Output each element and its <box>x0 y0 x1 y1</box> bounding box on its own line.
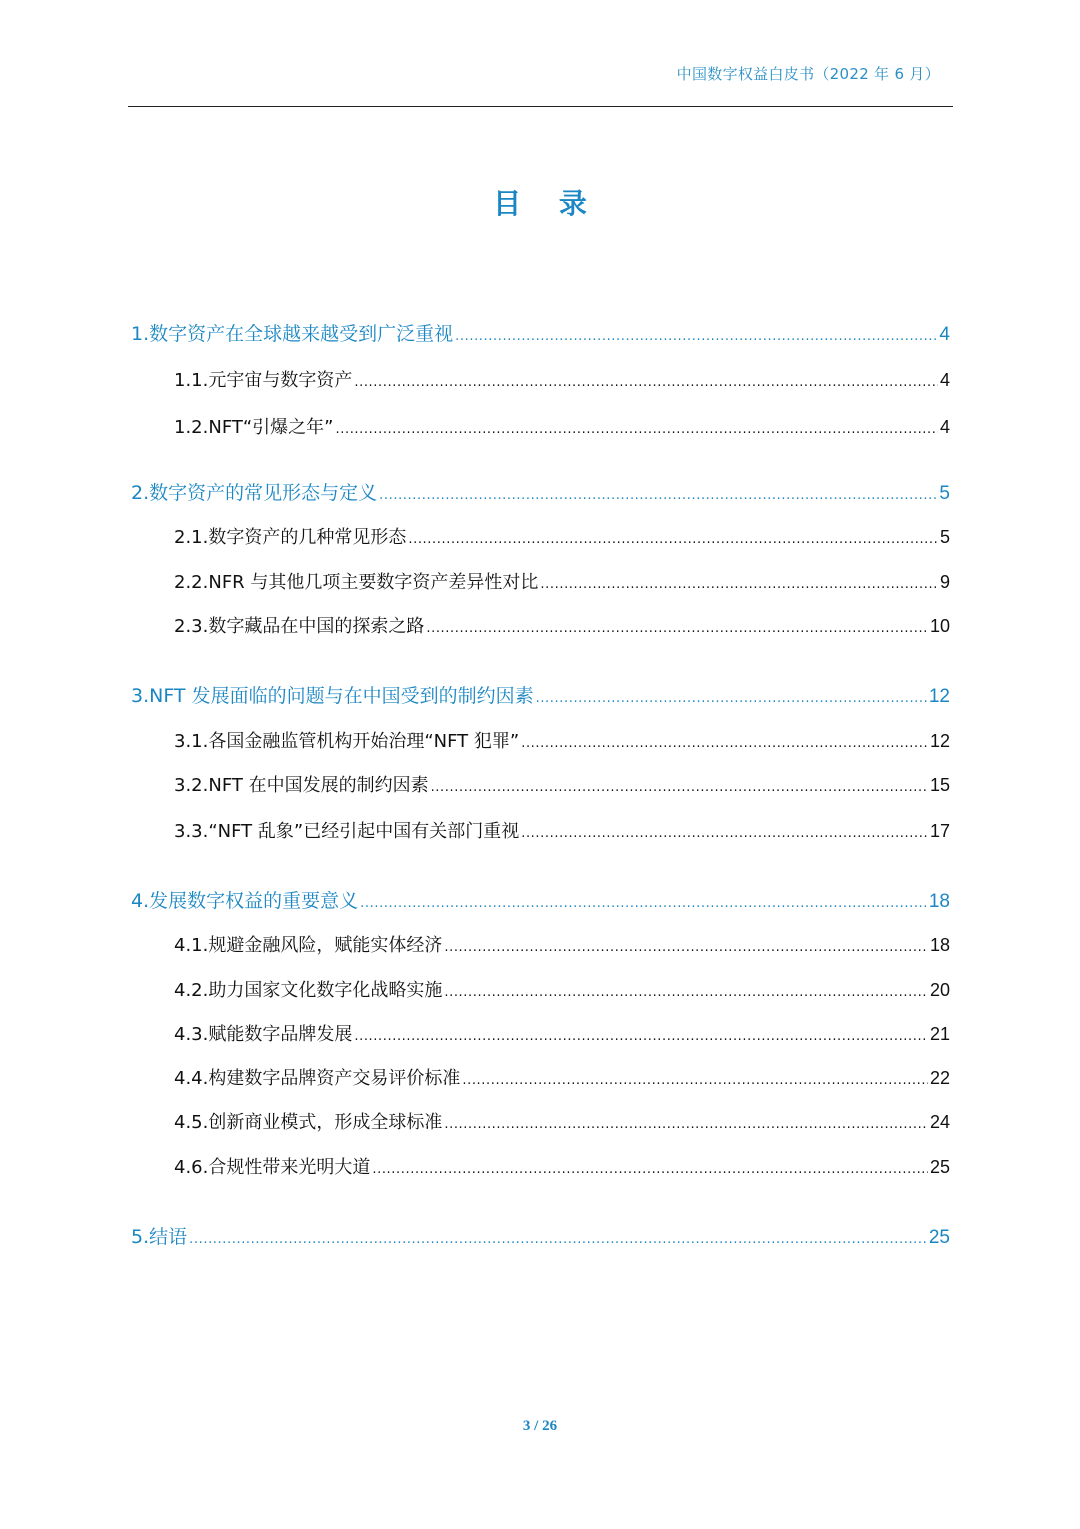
toc-entry-label: 2.1.数字资产的几种常见形态 <box>174 527 407 548</box>
toc-entry-label: 4.2.助力国家文化数字化战略实施 <box>174 980 443 1001</box>
toc-dot-leader <box>444 1111 928 1139</box>
toc-entry-label: 4.4.构建数字品牌资产交易评价标准 <box>174 1068 461 1089</box>
toc-page-number: 4 <box>939 417 950 437</box>
toc-page-number: 5 <box>939 483 950 504</box>
toc-subsection-entry[interactable] <box>174 1108 950 1136</box>
toc-page-number: 4 <box>939 324 950 345</box>
toc-page-number: 12 <box>928 686 950 707</box>
toc-subsection-entry[interactable] <box>174 1020 950 1048</box>
toc-entry-label: 4.6.合规性带来光明大道 <box>174 1157 371 1178</box>
toc-page-number: 22 <box>929 1068 950 1088</box>
toc-subsection-entry[interactable] <box>174 1153 950 1181</box>
toc-dot-leader <box>360 890 927 918</box>
toc-dot-leader <box>426 615 928 643</box>
toc-title: 目 录 <box>493 187 601 220</box>
toc-dot-leader <box>354 369 938 397</box>
toc-page-number: 9 <box>939 572 950 592</box>
toc-dot-leader <box>540 571 938 599</box>
toc-dot-leader <box>408 526 938 554</box>
toc-entry-label: 4.5.创新商业模式，形成全球标准 <box>174 1112 443 1133</box>
toc-page-number: 15 <box>929 775 950 795</box>
toc-dot-leader <box>431 774 928 802</box>
toc-entry-label: 3.2.NFT 在中国发展的制约因素 <box>174 775 429 796</box>
toc-dot-leader <box>455 323 937 351</box>
toc-dot-leader <box>189 1226 927 1254</box>
toc-entry-label: 1.数字资产在全球越来越受到广泛重视 <box>131 323 454 345</box>
toc-dot-leader <box>462 1067 928 1095</box>
toc-dot-leader <box>354 1023 928 1051</box>
toc-section-entry[interactable] <box>131 1223 950 1251</box>
toc-section-entry[interactable] <box>131 479 950 507</box>
toc-section-entry[interactable] <box>131 682 950 710</box>
toc-dot-leader <box>444 934 928 962</box>
toc-page-number: 12 <box>929 731 950 751</box>
toc-entry-label: 2.3.数字藏品在中国的探索之路 <box>174 616 425 637</box>
toc-entry-label: 1.1.元宇宙与数字资产 <box>174 370 353 391</box>
toc-page-number: 18 <box>929 935 950 955</box>
toc-entry-label: 4.发展数字权益的重要意义 <box>131 890 359 912</box>
toc-subsection-entry[interactable] <box>174 366 950 394</box>
toc-subsection-entry[interactable] <box>174 771 950 799</box>
toc-page-number: 18 <box>928 891 950 912</box>
toc-page-number: 24 <box>929 1112 950 1132</box>
toc-page-number: 4 <box>939 370 950 390</box>
toc-entry-label: 2.2.NFR 与其他几项主要数字资产差异性对比 <box>174 572 539 593</box>
toc-subsection-entry[interactable] <box>174 727 950 755</box>
toc-entry-label: 3.1.各国金融监管机构开始治理“NFT 犯罪” <box>174 731 520 752</box>
toc-page-number: 10 <box>929 616 950 636</box>
toc-subsection-entry[interactable] <box>174 413 950 441</box>
toc-entry-label: 3.NFT 发展面临的问题与在中国受到的制约因素 <box>131 685 534 707</box>
toc-dot-leader <box>444 979 928 1007</box>
toc-subsection-entry[interactable] <box>174 523 950 551</box>
toc-subsection-entry[interactable] <box>174 1064 950 1092</box>
toc-subsection-entry[interactable] <box>174 931 950 959</box>
toc-subsection-entry[interactable] <box>174 976 950 1004</box>
toc-entry-label: 1.2.NFT“引爆之年” <box>174 417 334 438</box>
toc-entry-label: 2.数字资产的常见形态与定义 <box>131 482 378 504</box>
toc-section-entry[interactable] <box>131 320 950 348</box>
toc-page-number: 17 <box>929 821 950 841</box>
toc-page-number: 21 <box>929 1024 950 1044</box>
toc-subsection-entry[interactable] <box>174 568 950 596</box>
toc-dot-leader <box>521 820 928 848</box>
document-header-title: 中国数字权益白皮书（2022 年 6 月） <box>676 65 940 83</box>
toc-dot-leader <box>536 685 927 713</box>
toc-entry-label: 4.3.赋能数字品牌发展 <box>174 1024 353 1045</box>
toc-dot-leader <box>521 730 928 758</box>
page-number: 3 / 26 <box>522 1418 558 1434</box>
toc-page-number: 25 <box>928 1227 950 1248</box>
toc-subsection-entry[interactable] <box>174 612 950 640</box>
toc-page-number: 5 <box>939 527 950 547</box>
toc-entry-label: 3.3.“NFT 乱象”已经引起中国有关部门重视 <box>174 821 520 842</box>
toc-dot-leader <box>336 416 938 444</box>
toc-entry-label: 5.结语 <box>131 1226 188 1248</box>
toc-page-number: 25 <box>929 1157 950 1177</box>
toc-page-number: 20 <box>929 980 950 1000</box>
toc-subsection-entry[interactable] <box>174 817 950 845</box>
toc-dot-leader <box>372 1156 928 1184</box>
toc-section-entry[interactable] <box>131 887 950 915</box>
toc-dot-leader <box>379 482 937 510</box>
toc-entry-label: 4.1.规避金融风险，赋能实体经济 <box>174 935 443 956</box>
